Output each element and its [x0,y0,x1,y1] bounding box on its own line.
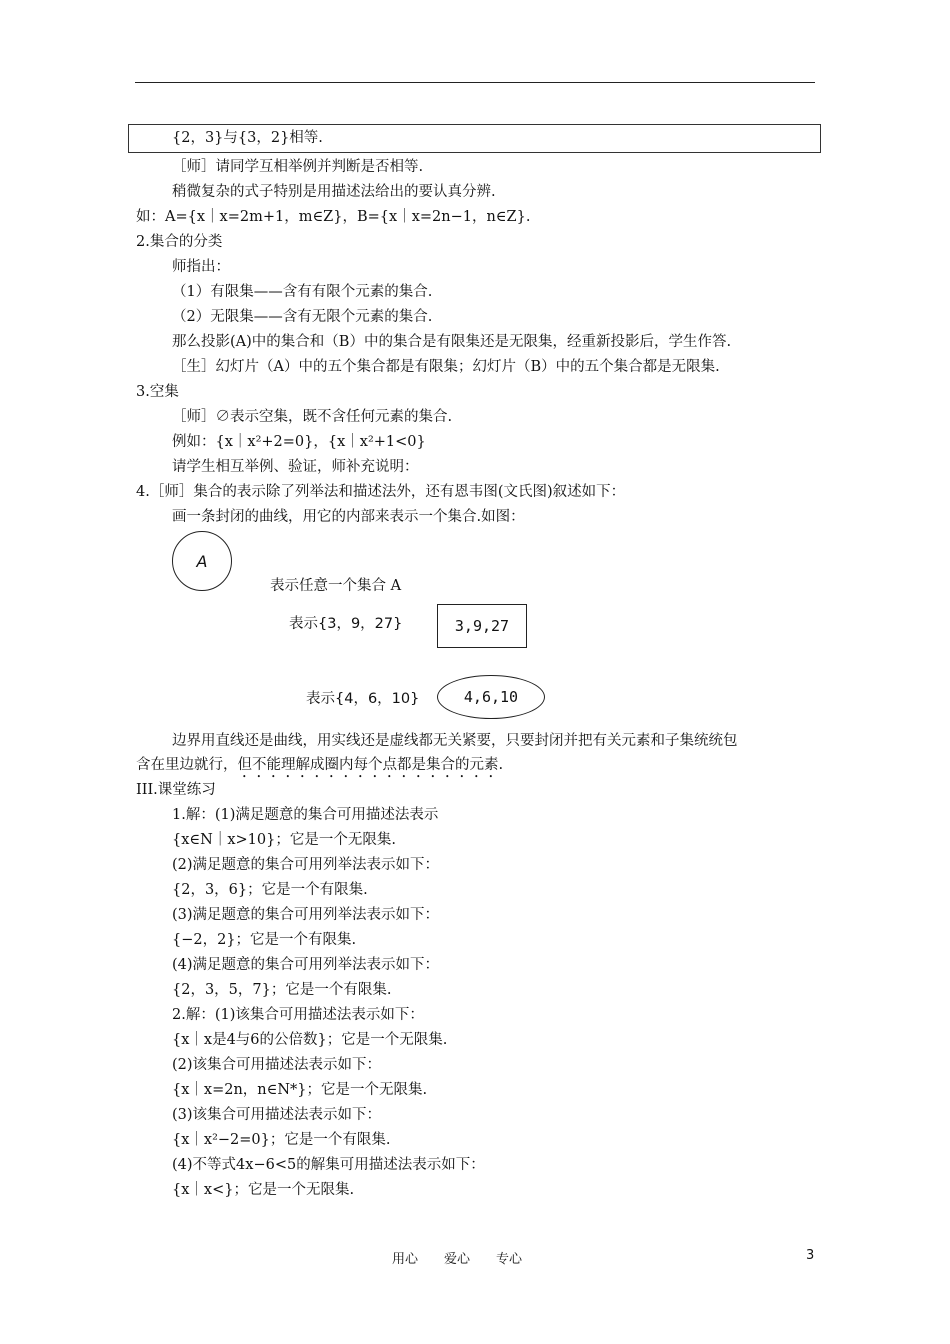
text-line: {x｜x=2n，n∈N*}；它是一个无限集. [172,1082,428,1098]
text-line: {2，3，5，7}；它是一个有限集. [172,982,392,998]
text-line: {x∈N｜x>10}；它是一个无限集. [172,832,396,848]
text-line: 师指出： [172,259,230,275]
text-line: {−2，2}；它是一个有限集. [172,932,357,948]
text-line: 稍微复杂的式子特别是用描述法给出的要认真分辨. [172,184,496,200]
footer-motto: 用心 爱心 专心 [392,1252,523,1267]
text-line: {x｜x²−2=0}；它是一个有限集. [172,1132,391,1148]
text-line: (3)满足题意的集合可用列举法表示如下： [172,907,440,923]
text-segment: . [498,757,504,773]
header-rule [135,82,815,83]
text-line: (4)满足题意的集合可用列举法表示如下： [172,957,440,973]
text-line: ［师］请同学互相举例并判断是否相等. [172,159,424,175]
text-line: (2)该集合可用描述法表示如下： [172,1057,382,1073]
venn-rectangle [437,604,527,648]
text-line [136,755,503,781]
venn-ellipse [437,675,545,719]
text-line: 例如：{x｜x²+2=0}，{x｜x²+1<0} [172,434,426,450]
text-line: 请学生相互举例、验证，师补充说明： [172,459,419,475]
text-line: 如：A={x｜x=2m+1，m∈Z}，B={x｜x=2n−1，n∈Z}. [136,209,531,225]
text-line: {2，3，6}；它是一个有限集. [172,882,368,898]
boxed-note-text: {2，3}与{3，2}相等. [172,130,323,146]
text-line: 1.解：(1)满足题意的集合可用描述法表示 [172,807,439,823]
text-line: 2.解：(1)该集合可用描述法表示如下： [172,1007,424,1023]
venn-ellipse-text: 4,6,10 [463,688,519,706]
figure-caption: 表示任意一个集合 A [270,578,402,594]
venn-circle [172,531,232,591]
section-heading: 4.［师］集合的表示除了列举法和描述法外，还有恩韦图(文氏图)叙述如下： [136,484,626,500]
section-heading: 3.空集 [136,384,179,400]
text-line: (2)满足题意的集合可用列举法表示如下： [172,857,440,873]
text-line: {x｜x<}；它是一个无限集. [172,1182,355,1198]
text-line: {x｜x是4与6的公倍数}；它是一个无限集. [172,1032,448,1048]
text-segment: 含在里边就行， [136,757,238,773]
page-number: 3 [806,1248,815,1263]
figure-caption: 表示{4，6，10} [306,691,420,707]
text-line: （2）无限集——含有无限个元素的集合. [172,309,433,325]
emphasized-text: 但不能理解成圈内每个点都是集合的元素 [237,757,499,773]
text-line: （1）有限集——含有有限个元素的集合. [172,284,433,300]
figure-caption: 表示{3，9，27} [289,616,403,632]
text-line: ［师］∅表示空集，既不含任何元素的集合. [172,409,453,425]
section-heading: 2.集合的分类 [136,234,223,250]
text-line: (4)不等式4x−6<5的解集可用描述法表示如下： [172,1157,485,1173]
text-line: 边界用直线还是曲线，用实线还是虚线都无关紧要，只要封闭并把有关元素和子集统统包 [172,733,738,749]
text-line: 画一条封闭的曲线，用它的内部来表示一个集合.如图： [172,509,525,525]
text-line: 那么投影(A)中的集合和（B）中的集合是有限集还是无限集，经重新投影后，学生作答. [172,334,732,350]
text-line: ［生］幻灯片（A）中的五个集合都是有限集；幻灯片（B）中的五个集合都是无限集. [172,359,720,375]
section-heading: III.课堂练习 [136,782,216,798]
text-line: (3)该集合可用描述法表示如下： [172,1107,382,1123]
venn-rectangle-text: 3,9,27 [454,617,510,635]
venn-circle-label: A [196,551,208,571]
